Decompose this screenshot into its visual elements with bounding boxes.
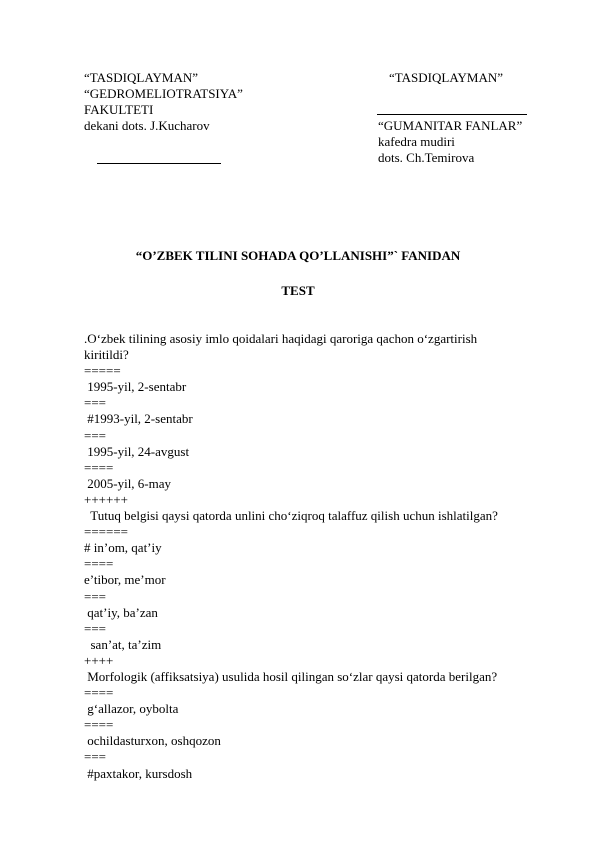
test-line: Tutuq belgisi qaysi qatorda unlini cho‘ziqroq talaffuz qilish uchun ishlatilgan? xyxy=(84,508,498,524)
test-line: 2005-yil, 6-may xyxy=(84,475,172,491)
test-line: ++++++ xyxy=(84,491,128,507)
test-line: === xyxy=(84,620,106,636)
test-line: san’at, ta’zim xyxy=(84,636,162,652)
test-line: #paxtakor, kursdosh xyxy=(84,765,193,781)
test-line: 1995-yil, 24-avgust xyxy=(84,443,190,459)
test-line: ==== xyxy=(84,685,114,701)
left-approval-heading: “TASDIQLAYMAN” xyxy=(84,70,199,85)
test-line: === xyxy=(84,395,106,411)
test-line: === xyxy=(84,749,106,765)
right-approval-heading: “TASDIQLAYMAN” xyxy=(389,70,504,85)
test-line: e’tibor, me’mor xyxy=(84,572,166,588)
right-signature-line xyxy=(377,114,527,115)
right-approval-role: kafedra mudiri xyxy=(378,134,455,149)
test-line: kiritildi? xyxy=(84,347,129,363)
test-line: ==== xyxy=(84,459,114,475)
test-line: 1995-yil, 2-sentabr xyxy=(84,379,187,395)
test-line: g‘allazor, oybolta xyxy=(84,701,179,717)
test-line: ==== xyxy=(84,717,114,733)
test-line: === xyxy=(84,427,106,443)
left-approval-dean: dekani dots. J.Kucharov xyxy=(84,118,210,133)
test-line: === xyxy=(84,588,106,604)
test-line: # in’om, qat’iy xyxy=(84,540,162,556)
test-line: .O‘zbek tilining asosiy imlo qoidalari haqidagi qaroriga qachon o‘zgartirish xyxy=(84,331,478,346)
test-line: ===== xyxy=(84,363,121,379)
test-line: ====== xyxy=(84,524,128,540)
left-approval-faculty-label: FAKULTETI xyxy=(84,102,154,117)
test-line: ochildasturxon, oshqozon xyxy=(84,733,221,749)
test-line: #1993-yil, 2-sentabr xyxy=(84,411,193,427)
test-body xyxy=(84,331,544,782)
test-line: ==== xyxy=(84,556,114,572)
document-subtitle: TEST xyxy=(281,283,315,298)
test-line: qat’iy, ba’zan xyxy=(84,604,158,620)
test-line: ++++ xyxy=(84,652,114,668)
left-signature-line xyxy=(97,163,221,164)
left-approval-faculty: “GEDROMELIOTRATSIYA” xyxy=(84,86,243,101)
document-title: “O’ZBEK TILINI SOHADA QO’LLANISHI”` FANIDAN xyxy=(135,248,461,263)
test-line: Morfologik (affiksatsiya) usulida hosil qilingan so‘zlar qaysi qatorda berilgan? xyxy=(84,668,498,684)
right-approval-head: dots. Ch.Temirova xyxy=(378,150,475,165)
right-approval-department: “GUMANITAR FANLAR” xyxy=(378,118,523,133)
